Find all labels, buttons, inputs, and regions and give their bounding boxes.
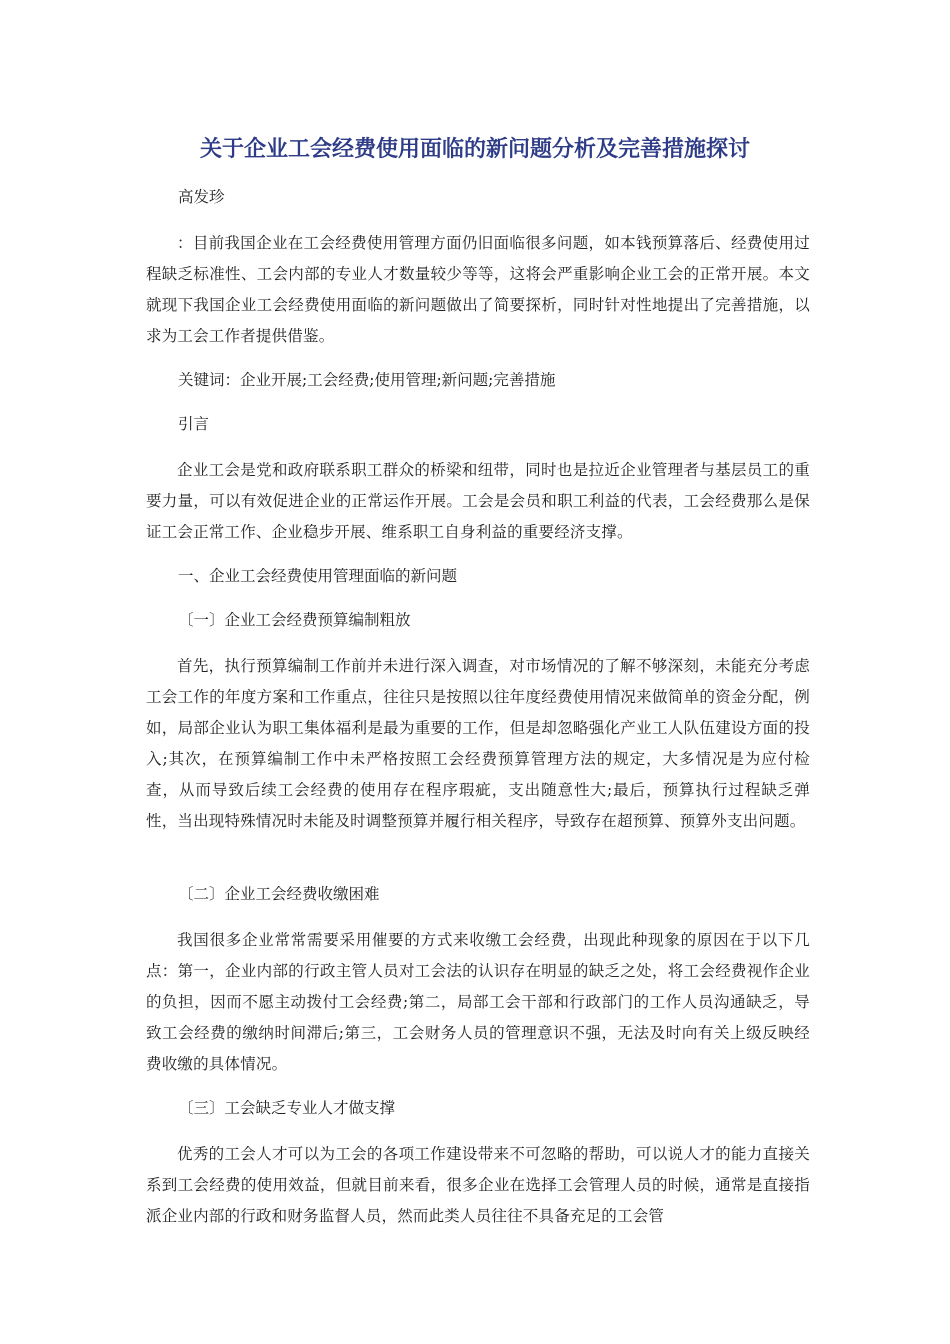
intro-paragraph: 企业工会是党和政府联系职工群众的桥梁和纽带，同时也是拉近企业管理者与基层员工的重要力量，可以有效促进企业的正常运作开展。工会是会员和职工利益的代表，工会经费那么是保证工会正常工作、企业稳步开展、维系职工自身利益的重要经济支撑。	[146, 461, 810, 541]
section1-heading: 一、企业工会经费使用管理面临的新问题	[178, 567, 458, 585]
subsection2-heading: 〔二〕企业工会经费收缴困难	[178, 885, 380, 903]
subsection3-heading: 〔三〕工会缺乏专业人才做支撑	[178, 1099, 396, 1117]
subsection1-heading: 〔一〕企业工会经费预算编制粗放	[178, 611, 411, 629]
subsection1-paragraph: 首先，执行预算编制工作前并未进行深入调查，对市场情况的了解不够深刻，未能充分考虑工会工作的年度方案和工作重点，往往只是按照以往年度经费使用情况来做简单的资金分配，例如，局部企业认为职工集体福利是最为重要的工作，但是却忽略强化产业工人队伍建设方面的投入;其次，在预算编制工作中未严格按照工会经费预算管理方法的规定，大多情况是为应付检查，从而导致后续工会经费的使用存在程序瑕疵，支出随意性大;最后，预算执行过程缺乏弹性，当出现特殊情况时未能及时调整预算并履行相关程序，导致存在超预算、预算外支出问题。	[146, 657, 810, 830]
subsection2-paragraph: 我国很多企业常常需要采用催要的方式来收缴工会经费，出现此种现象的原因在于以下几点：第一，企业内部的行政主管人员对工会法的认识存在明显的缺乏之处，将工会经费视作企业的负担，因而不愿主动拨付工会经费;第二，局部工会干部和行政部门的工作人员沟通缺乏，导致工会经费的缴纳时间滞后;第三，工会财务人员的管理意识不强，无法及时向有关上级反映经费收缴的具体情况。	[146, 931, 810, 1073]
abstract-paragraph: ：目前我国企业在工会经费使用管理方面仍旧面临很多问题，如本钱预算落后、经费使用过程缺乏标准性、工会内部的专业人才数量较少等等，这将会严重影响企业工会的正常开展。本文就现下我国企业工会经费使用面临的新问题做出了简要探析，同时针对性地提出了完善措施，以求为工会工作者提供借鉴。	[146, 234, 810, 345]
intro-heading: 引言	[178, 415, 210, 433]
author-name: 高发珍	[178, 188, 225, 206]
article-title: 关于企业工会经费使用面临的新问题分析及完善措施探讨	[199, 137, 750, 162]
keywords-line: 关键词：企业开展;工会经费;使用管理;新问题;完善措施	[178, 371, 556, 389]
subsection3-paragraph: 优秀的工会人才可以为工会的各项工作建设带来不可忽略的帮助，可以说人才的能力直接关系到工会经费的使用效益，但就目前来看，很多企业在选择工会管理人员的时候，通常是直接指派企业内部的行政和财务监督人员，然而此类人员往往不具备充足的工会管	[146, 1145, 810, 1225]
